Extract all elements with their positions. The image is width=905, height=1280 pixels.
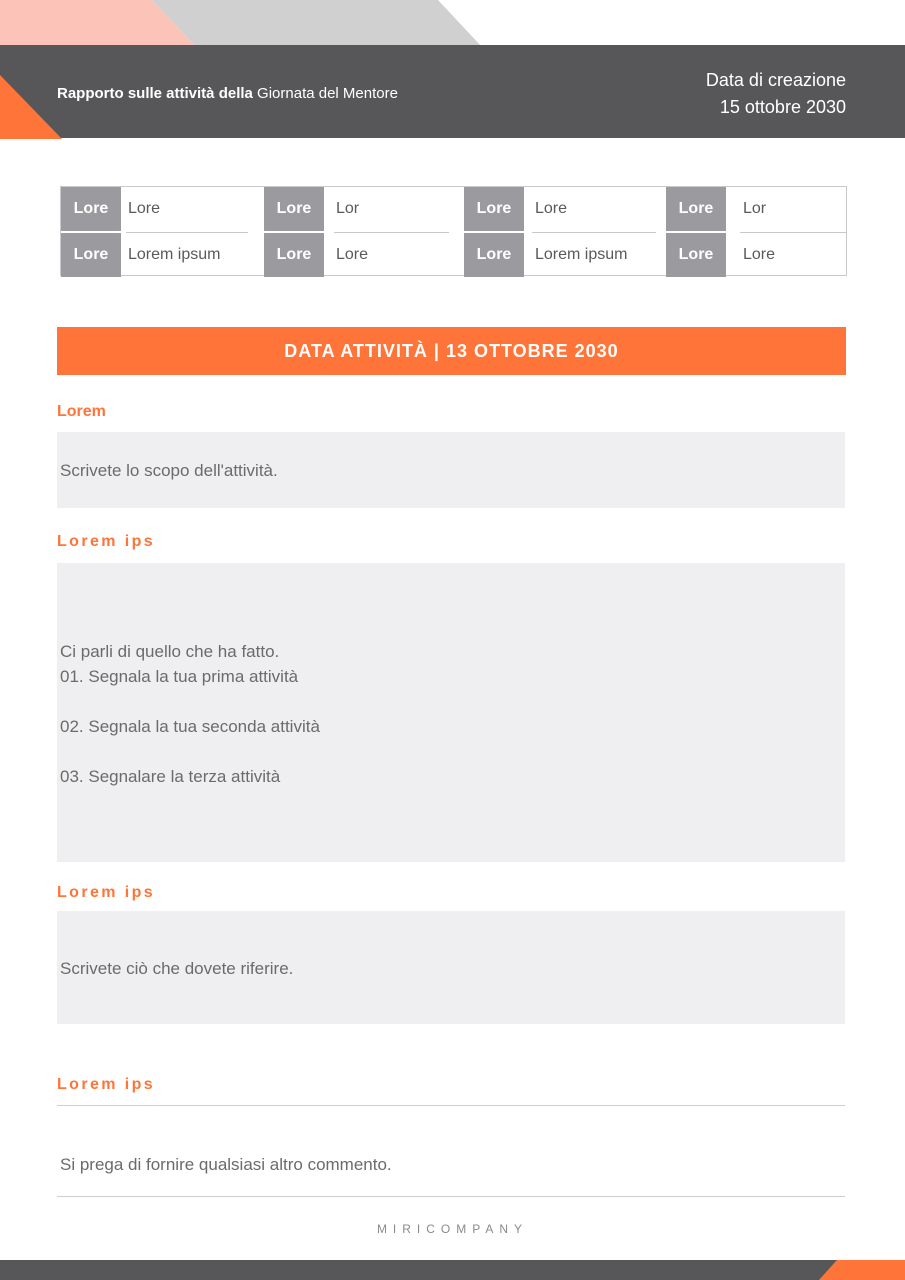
company-name: MIRICOMPANY bbox=[376, 1222, 529, 1236]
creation-date-value: 15 ottobre 2030 bbox=[719, 97, 846, 117]
info-value[interactable]: Lor bbox=[743, 200, 767, 217]
activity-item: 03. Segnalare la terza attività bbox=[60, 767, 281, 786]
divider bbox=[57, 1196, 845, 1197]
info-value[interactable]: Lorem ipsum bbox=[535, 246, 628, 263]
footer-corner-decoration bbox=[819, 1260, 905, 1280]
info-key: Lore bbox=[61, 233, 121, 277]
info-key: Lore bbox=[464, 187, 524, 231]
section-title-activities: Lorem ips bbox=[57, 533, 156, 550]
top-decoration bbox=[0, 0, 905, 46]
footer-bar bbox=[0, 1260, 905, 1280]
info-value[interactable]: Lorem ipsum bbox=[128, 246, 221, 263]
creation-date-label: Data di creazione bbox=[705, 70, 846, 90]
activity-date-banner: DATA ATTIVITÀ | 13 OTTOBRE 2030 bbox=[57, 327, 846, 375]
report-placeholder: Scrivete ciò che dovete riferire. bbox=[60, 959, 294, 978]
report-title bbox=[57, 85, 398, 102]
section-title-report: Lorem ips bbox=[57, 884, 156, 901]
report-title-regular: Giornata del Mentore bbox=[257, 85, 398, 102]
section-title-comments: Lorem ips bbox=[57, 1076, 156, 1093]
info-table bbox=[60, 186, 847, 276]
comments-field[interactable]: Si prega di fornire qualsiasi altro commento. bbox=[60, 1155, 392, 1174]
activities-text-area[interactable] bbox=[57, 563, 845, 862]
info-value[interactable]: Lore bbox=[535, 200, 568, 217]
info-value[interactable]: Lore bbox=[336, 246, 369, 263]
info-key: Lore bbox=[264, 233, 324, 277]
activities-intro: Ci parli di quello che ha fatto. bbox=[60, 642, 280, 661]
report-title-bold: Rapporto sulle attività della bbox=[57, 85, 253, 102]
info-value[interactable]: Lor bbox=[336, 200, 360, 217]
info-key: Lore bbox=[666, 187, 726, 231]
info-key: Lore bbox=[264, 187, 324, 231]
header-corner-decoration bbox=[0, 75, 62, 139]
info-value[interactable]: Lore bbox=[128, 200, 161, 217]
info-key: Lore bbox=[464, 233, 524, 277]
activity-item: 02. Segnala la tua seconda attività bbox=[60, 717, 320, 736]
info-value[interactable]: Lore bbox=[743, 246, 776, 263]
activity-item: 01. Segnala la tua prima attività bbox=[60, 667, 299, 686]
info-key: Lore bbox=[61, 187, 121, 231]
divider bbox=[57, 1105, 845, 1106]
info-key: Lore bbox=[666, 233, 726, 277]
section-title-purpose: Lorem bbox=[57, 403, 106, 420]
purpose-placeholder: Scrivete lo scopo dell'attività. bbox=[60, 461, 278, 480]
